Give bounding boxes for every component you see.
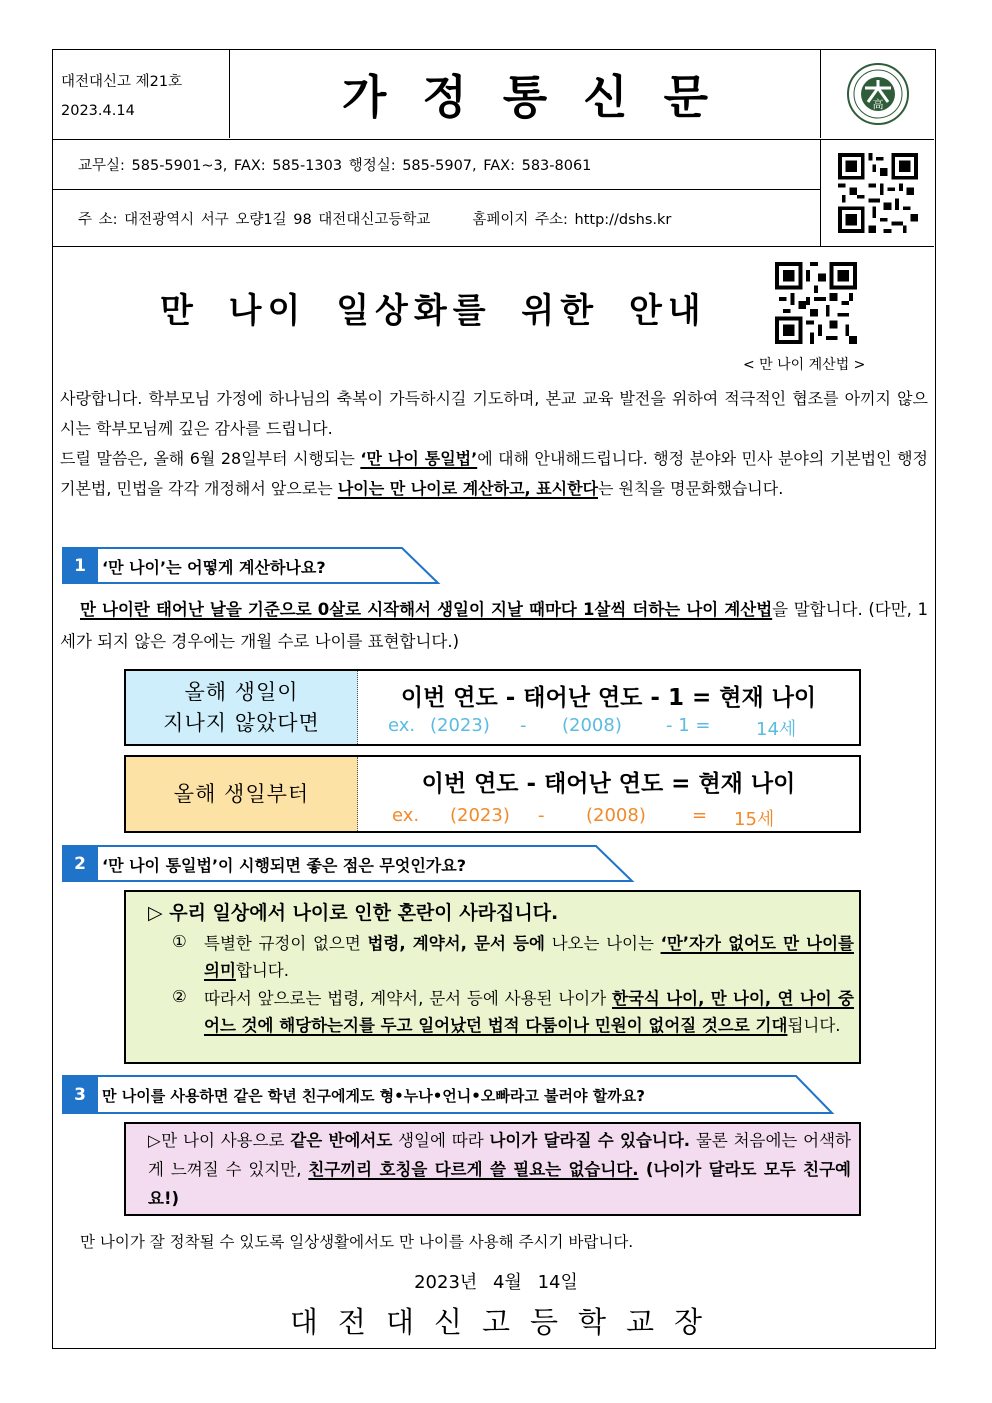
section-3-title: 만 나이를 사용하면 같은 학년 친구에게도 형•누나•언니•오빠라고 불러야 할까요? <box>102 1087 645 1105</box>
section-1-title: ‘만 나이’는 어떻게 계산하나요? <box>102 558 326 577</box>
principal-signature: 대전대신고등학교장 <box>289 1305 723 1339</box>
calc-label-line2: 지나지 않았다면 <box>163 710 320 735</box>
document-title: 만 나이 일상화를 위한 안내 <box>160 291 707 331</box>
contact-info: 교무실: 585-5901~3, FAX: 585-1303 행정실: 585-5907, FAX: 583-8061 <box>78 158 592 174</box>
benefit-1-number: ① <box>172 932 187 951</box>
example-label: ex. <box>388 715 416 736</box>
unified-age-law-name: ‘만 나이 통일법’ <box>360 449 478 468</box>
example-label: ex. <box>392 805 420 826</box>
example-age: 15세 <box>734 809 775 830</box>
benefit-1-d: ‘만’자가 없어도 만 나이를 의미 <box>204 934 854 980</box>
section-1-header <box>62 547 442 584</box>
signature-date: 2023년 4월 14일 <box>414 1272 578 1293</box>
age-definition <box>60 594 928 658</box>
school-logo <box>820 50 934 138</box>
school-emblem-icon <box>846 62 910 126</box>
intro-paragraph-2 <box>60 444 928 504</box>
intro-text-a: 드릴 말씀은, 올해 6월 28일부터 시행되는 <box>60 449 361 468</box>
school-qr-cell <box>820 140 934 247</box>
calc-label-after-birthday: 올해 생일부터 <box>126 757 358 831</box>
friends-a: ▷만 나이 사용으로 <box>148 1131 291 1150</box>
logo-text: 高 <box>872 98 883 111</box>
benefit-1-b: 법령, 계약서, 문서 등에 <box>367 934 545 953</box>
benefit-1-text <box>204 930 854 984</box>
example-this-year: (2023) <box>450 805 510 826</box>
friends-g: (나이가 달라도 모두 친구예요!) <box>148 1160 851 1208</box>
example-birth-year: (2008) <box>562 715 622 736</box>
calc-box-before-birthday <box>124 669 861 746</box>
contact-row <box>53 140 820 190</box>
benefit-2-c: 됩니다. <box>787 1016 841 1035</box>
age-principle-text: 나이는 만 나이로 계산하고, 표시한다 <box>337 479 599 498</box>
issue-info <box>53 50 230 138</box>
friends-f: 친구끼리 호칭을 다르게 쓸 필요는 없습니다. <box>308 1160 639 1179</box>
benefit-2-a: 따라서 앞으로는 법령, 계약서, 문서 등에 사용된 나이가 <box>204 989 613 1008</box>
benefit-1-c: 나오는 나이는 <box>544 934 661 953</box>
intro-text-e: 는 원칙을 명문화했습니다. <box>598 479 784 498</box>
qr-code-icon[interactable] <box>838 153 918 233</box>
section-2-number: 2 <box>62 845 98 882</box>
friends-box <box>124 1122 861 1216</box>
section-2-title: ‘만 나이 통일법’이 시행되면 좋은 점은 무엇인가요? <box>102 856 466 875</box>
example-age: 14세 <box>756 719 797 740</box>
benefit-1-a: 특별한 규정이 없으면 <box>204 934 368 953</box>
formula-before-birthday: 이번 연도 - 태어난 연도 - 1 = 현재 나이 <box>400 685 817 711</box>
calc-label-before-birthday <box>126 671 358 744</box>
section-2-header <box>62 845 636 882</box>
example-equals: = <box>692 805 708 826</box>
friends-b: 같은 반에서도 <box>290 1131 393 1150</box>
age-definition-note: 을 말합니다. (다만, 1세가 되지 않은 경우에는 개월 수로 나이를 표현합니다.) <box>60 600 928 651</box>
benefit-2-text <box>204 985 854 1039</box>
calc-box-after-birthday <box>124 755 861 833</box>
benefit-2-b: 한국식 나이, 만 나이, 연 나이 중 어느 것에 해당하는지를 두고 일어났던 법적 다툼이나 민원이 없어질 것으로 기대 <box>204 989 854 1035</box>
section-3-number: 3 <box>62 1075 98 1114</box>
school-address: 주 소: 대전광역시 서구 오량1길 98 대전대신고등학교 <box>78 211 431 228</box>
calc-label-line1: 올해 생일이 <box>184 679 299 704</box>
example-birth-year: (2008) <box>586 805 646 826</box>
example-this-year: (2023) <box>430 715 490 736</box>
age-definition-bold: 만 나이란 태어난 날을 기준으로 0살로 시작해서 생일이 지날 때마다 1살씩 더하는 나이 계산법 <box>80 600 773 619</box>
example-minus-one: - 1 = <box>666 715 711 736</box>
example-minus: - <box>520 715 527 736</box>
header-top-row <box>53 50 934 140</box>
benefits-headline: ▷ 우리 일상에서 나이로 인한 혼란이 사라집니다. <box>148 902 559 924</box>
closing-remark: 만 나이가 잘 정착될 수 있도록 일상생활에서도 만 나이를 사용해 주시기 바랍니다. <box>80 1233 634 1251</box>
friends-text <box>148 1124 851 1213</box>
address-row <box>53 190 820 247</box>
benefit-2-number: ② <box>172 987 187 1006</box>
section-1-number: 1 <box>62 547 98 584</box>
friends-c: 생일에 따라 <box>392 1131 490 1150</box>
friends-d: 나이가 달라질 수 있습니다. <box>489 1131 691 1150</box>
issue-number: 대전대신고 제21호 <box>61 74 183 90</box>
homepage-url[interactable]: 홈페이지 주소: http://dshs.kr <box>472 211 672 228</box>
issue-date: 2023.4.14 <box>61 103 135 119</box>
friends-e: 물론 처음에는 어색하게 느껴질 수 있지만, <box>148 1131 851 1179</box>
benefits-box <box>124 890 861 1064</box>
newsletter-title: 가정통신문 <box>341 70 745 124</box>
intro-paragraph-1: 사랑합니다. 학부모님 가정에 하나님의 축복이 가득하시길 기도하며, 본교 교육 발전을 위하여 적극적인 협조를 아끼지 않으시는 학부모님께 깊은 감사를 드립니다. <box>60 389 928 438</box>
formula-after-birthday: 이번 연도 - 태어난 연도 = 현재 나이 <box>421 771 796 797</box>
example-minus: - <box>538 805 545 826</box>
age-calculator-qr-icon[interactable] <box>775 262 857 344</box>
qr-caption: < 만 나이 계산법 > <box>743 357 866 373</box>
benefit-1-e: 합니다. <box>235 961 289 980</box>
intro-text-c: 에 대해 안내해드립니다. 행정 분야와 민사 분야의 기본법인 행정기본법, 민법을 각각 개정해서 앞으로는 <box>60 449 928 498</box>
section-3-header <box>62 1075 836 1112</box>
